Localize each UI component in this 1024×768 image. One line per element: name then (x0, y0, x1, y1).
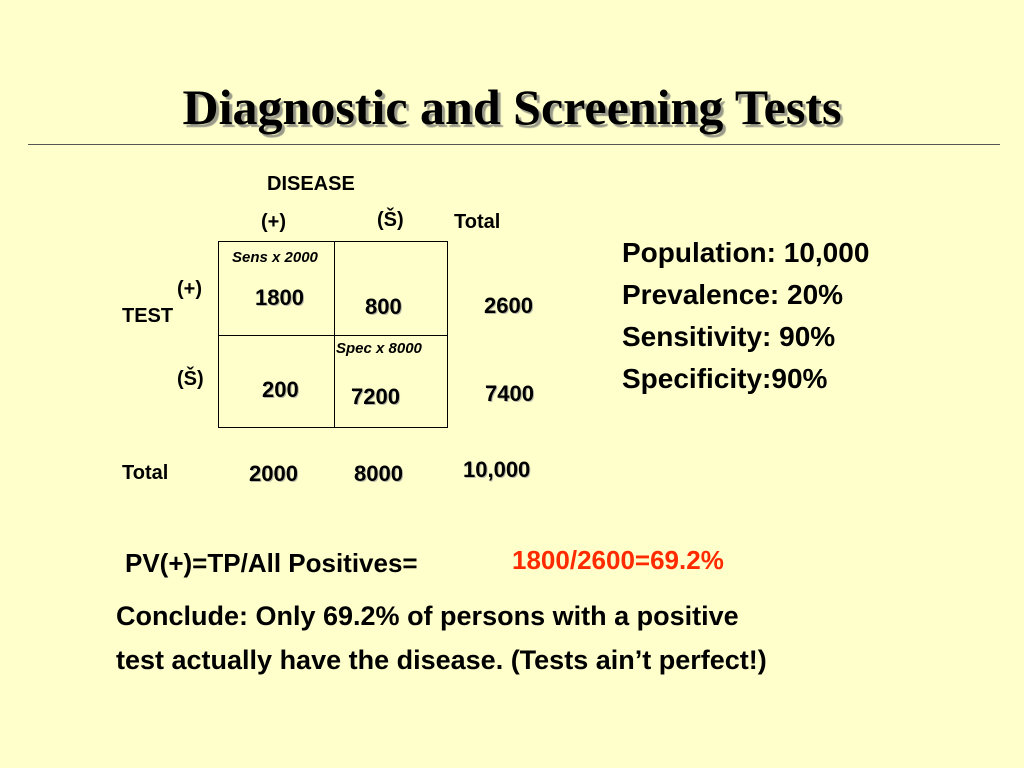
disease-negative-total-cell: 8000 (354, 461, 403, 486)
sensitivity-note: Sens x 2000 (232, 249, 318, 266)
test-positive-total-cell: 2600 (484, 293, 533, 318)
test-positive-label: (+) (177, 278, 202, 300)
specificity-stat: Specificity:90% (622, 363, 828, 394)
test-negative-total-cell: 7400 (485, 381, 534, 406)
pv-label: PV(+)=TP/All Positives= (125, 548, 418, 578)
false-negative-cell: 200 (262, 377, 299, 402)
title-divider (28, 144, 1000, 145)
disease-positive-header: (+) (261, 211, 286, 233)
true-positive-cell: 1800 (255, 285, 304, 310)
slide-title: Diagnostic and Screening Tests (182, 79, 842, 135)
conclusion-line-1: Conclude: Only 69.2% of persons with a positive (116, 601, 739, 631)
total-column-header: Total (454, 211, 501, 233)
conclusion-text (116, 594, 767, 682)
grid-line-top (218, 241, 448, 242)
prevalence-stat: Prevalence: 20% (622, 279, 844, 310)
grand-total-cell: 10,000 (463, 457, 531, 482)
total-row-label: Total (122, 462, 169, 484)
population-stat: Population: 10,000 (622, 237, 870, 268)
test-label: TEST (122, 305, 174, 327)
disease-header: DISEASE (267, 173, 355, 195)
disease-positive-total-cell: 2000 (249, 461, 298, 486)
false-positive-cell: 800 (365, 294, 402, 319)
pv-result: 1800/2600=69.2% (512, 545, 724, 575)
sensitivity-stat: Sensitivity: 90% (622, 321, 836, 352)
disease-negative-header: (Š) (377, 209, 404, 231)
grid-line-center (218, 335, 448, 336)
true-negative-cell: 7200 (351, 384, 400, 409)
grid-line-bottom (218, 427, 448, 428)
specificity-note: Spec x 8000 (336, 340, 422, 357)
conclusion-line-2: test actually have the disease. (Tests ain’t perfect!) (116, 645, 767, 675)
test-negative-label: (Š) (177, 368, 204, 390)
